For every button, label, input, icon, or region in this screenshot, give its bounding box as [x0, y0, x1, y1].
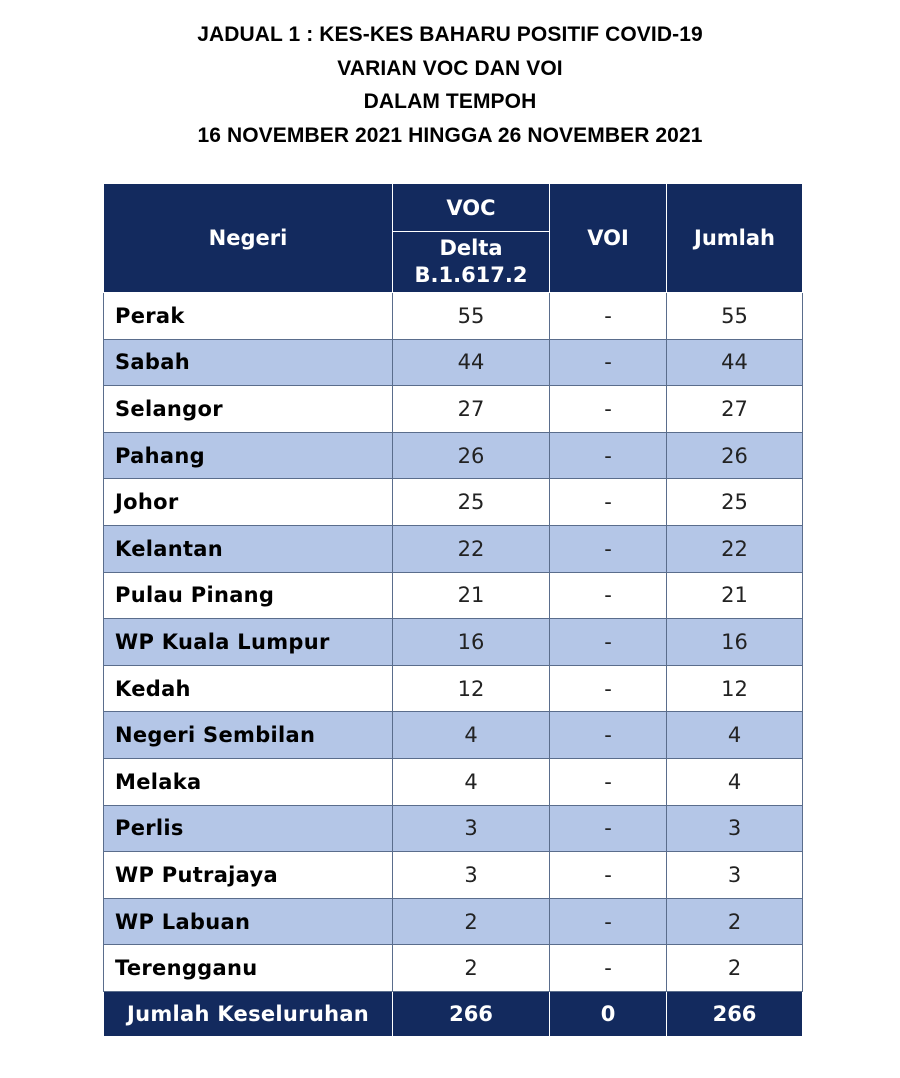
state-name: WP Putrajaya [104, 852, 393, 899]
voi-count: - [550, 665, 667, 712]
delta-count: 12 [393, 665, 550, 712]
state-name: Sabah [104, 339, 393, 386]
title-line-3: DALAM TEMPOH [363, 90, 537, 113]
header-voi: VOI [550, 184, 667, 293]
table-row [104, 758, 803, 805]
delta-count: 25 [393, 479, 550, 526]
voi-count: - [550, 758, 667, 805]
total-count: 4 [667, 758, 803, 805]
delta-count: 44 [393, 339, 550, 386]
voi-count: - [550, 898, 667, 945]
table-row [104, 525, 803, 572]
total-count: 26 [667, 432, 803, 479]
delta-count: 22 [393, 525, 550, 572]
state-name: Pulau Pinang [104, 572, 393, 619]
total-count: 3 [667, 852, 803, 899]
delta-count: 2 [393, 898, 550, 945]
header-delta [393, 232, 550, 293]
state-name: Selangor [104, 386, 393, 433]
table-title [0, 18, 900, 152]
voi-count: - [550, 525, 667, 572]
state-name: Johor [104, 479, 393, 526]
delta-count: 4 [393, 758, 550, 805]
state-name: Terengganu [104, 945, 393, 992]
table-row [104, 665, 803, 712]
total-count: 2 [667, 945, 803, 992]
voi-count: - [550, 805, 667, 852]
table-row [104, 945, 803, 992]
total-count: 27 [667, 386, 803, 433]
table-row [104, 479, 803, 526]
title-line-4: 16 NOVEMBER 2021 HINGGA 26 NOVEMBER 2021 [197, 123, 703, 147]
total-count: 21 [667, 572, 803, 619]
table-row [104, 619, 803, 666]
total-count: 3 [667, 805, 803, 852]
delta-count: 16 [393, 619, 550, 666]
delta-count: 2 [393, 945, 550, 992]
table-row [104, 339, 803, 386]
state-name: Melaka [104, 758, 393, 805]
header-delta-code: B.1.617.2 [414, 263, 528, 287]
state-name: Kelantan [104, 525, 393, 572]
voi-count: - [550, 572, 667, 619]
total-count: 12 [667, 665, 803, 712]
delta-count: 3 [393, 805, 550, 852]
voi-count: - [550, 339, 667, 386]
state-name: Perlis [104, 805, 393, 852]
state-name: WP Kuala Lumpur [104, 619, 393, 666]
delta-count: 55 [393, 293, 550, 340]
table-row [104, 898, 803, 945]
covid-variant-table [103, 183, 803, 1037]
table-row [104, 432, 803, 479]
table-row [104, 572, 803, 619]
state-name: Pahang [104, 432, 393, 479]
table-row [104, 293, 803, 340]
grand-total-delta: 266 [393, 991, 550, 1036]
total-count: 16 [667, 619, 803, 666]
grand-total-count: 266 [667, 991, 803, 1036]
total-count: 4 [667, 712, 803, 759]
delta-count: 26 [393, 432, 550, 479]
title-line-2: VARIAN VOC DAN VOI [337, 56, 563, 80]
title-line-1: JADUAL 1 : KES-KES BAHARU POSITIF COVID-19 [197, 23, 703, 46]
delta-count: 21 [393, 572, 550, 619]
voi-count: - [550, 852, 667, 899]
grand-total-label: Jumlah Keseluruhan [104, 991, 393, 1036]
total-count: 55 [667, 293, 803, 340]
voi-count: - [550, 479, 667, 526]
total-count: 44 [667, 339, 803, 386]
table-row [104, 852, 803, 899]
state-name: Kedah [104, 665, 393, 712]
voi-count: - [550, 712, 667, 759]
state-name: Perak [104, 293, 393, 340]
grand-total-row [104, 991, 803, 1036]
grand-total-voi: 0 [550, 991, 667, 1036]
table-row [104, 712, 803, 759]
total-count: 2 [667, 898, 803, 945]
state-name: WP Labuan [104, 898, 393, 945]
voi-count: - [550, 386, 667, 433]
total-count: 25 [667, 479, 803, 526]
header-delta-name: Delta [439, 236, 503, 260]
header-state: Negeri [104, 184, 393, 293]
delta-count: 27 [393, 386, 550, 433]
delta-count: 3 [393, 852, 550, 899]
delta-count: 4 [393, 712, 550, 759]
voi-count: - [550, 619, 667, 666]
voi-count: - [550, 432, 667, 479]
table-row [104, 805, 803, 852]
total-count: 22 [667, 525, 803, 572]
state-name: Negeri Sembilan [104, 712, 393, 759]
voi-count: - [550, 293, 667, 340]
voi-count: - [550, 945, 667, 992]
header-total: Jumlah [667, 184, 803, 293]
table-row [104, 386, 803, 433]
header-voc: VOC [393, 184, 550, 232]
